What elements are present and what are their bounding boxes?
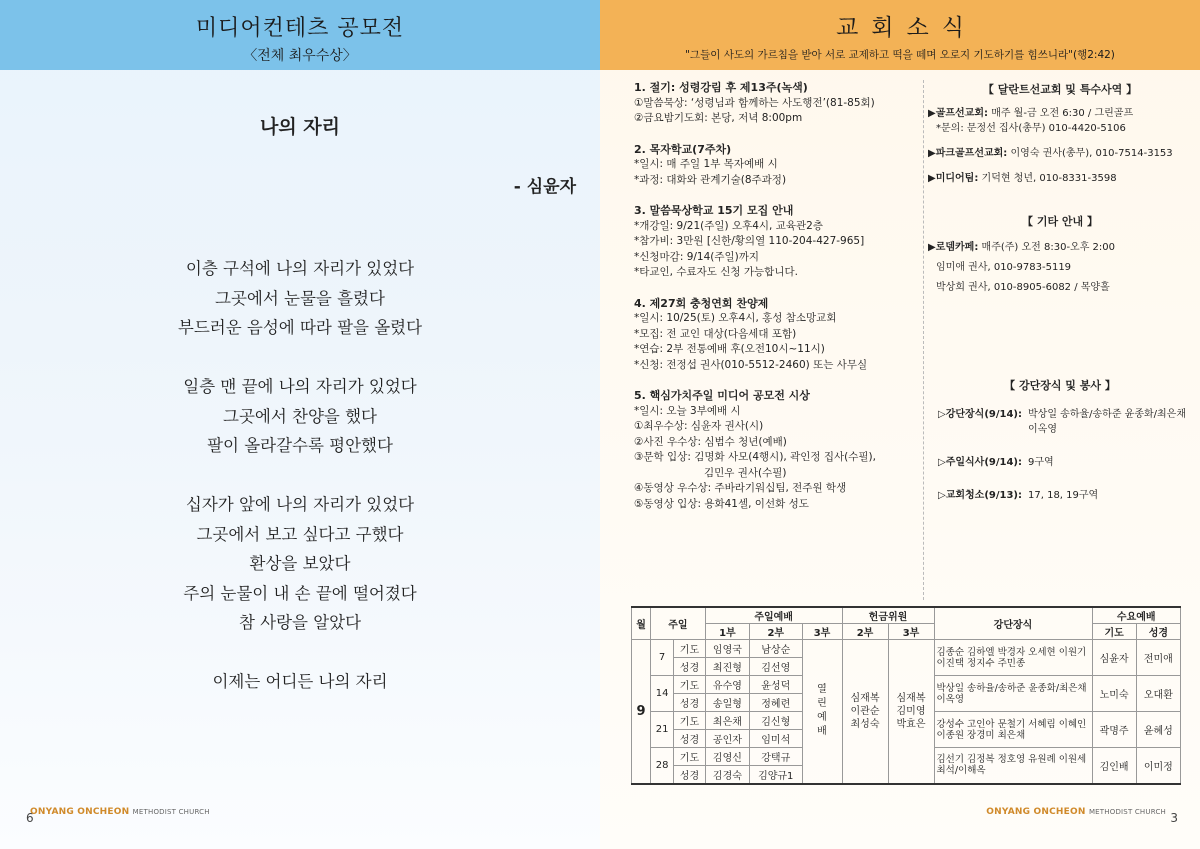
news-line: *일시: 10/25(토) 오후4시, 홍성 참소망교회: [634, 312, 837, 324]
altar-decoration: [928, 407, 1192, 437]
page-number: 6: [26, 811, 34, 825]
th-o2: 2부: [842, 624, 888, 640]
news-line: ④동영상 우수상: 주바라기워십팀, 전주원 학생: [634, 482, 847, 494]
wed-pray: 곽명주: [1092, 712, 1136, 748]
right-page: [600, 0, 1200, 849]
table-row: [632, 640, 1181, 658]
poem-line: 그곳에서 보고 싶다고 구했다: [196, 524, 404, 544]
service3-text: 열린예배: [817, 684, 827, 738]
news-line: ⑤동영상 입상: 용화41셀, 이선화 성도: [634, 497, 809, 510]
th-sunday: 주일예배: [705, 607, 842, 624]
role-cell: 성경: [674, 694, 706, 712]
news-line: *타교인, 수료자도 신청 가능합니다.: [634, 266, 798, 278]
news-line: 김민우 권사(수필): [704, 466, 787, 479]
news-line: ②금요밤기도회: 본당, 저녁 8:00pm: [634, 112, 803, 124]
wed-pray: 노미숙: [1092, 676, 1136, 712]
poem-title: 나의 자리: [259, 116, 341, 138]
news-item-title: 2. 목자학교(7주차): [634, 142, 732, 156]
contest-title: 미디어컨테츠 공모전: [195, 16, 405, 41]
th-3: 3부: [802, 624, 842, 640]
news-line: *일시: 오늘 3부예배 시: [634, 404, 741, 417]
value: 박상일 송하율/송하준 윤종화/최은채 이옥영: [1028, 409, 1186, 435]
poem-stanza: [0, 490, 600, 638]
th-pray: 기도: [1092, 624, 1136, 640]
label: ▷교회청소(9/13):: [938, 490, 1022, 501]
section-heading: 【 기타 안내 】: [1022, 215, 1098, 228]
value: 이영숙 권사(총무), 010-7514-3153: [1010, 148, 1173, 159]
poem-author: - 심윤자: [513, 177, 576, 197]
day-cell: 7: [651, 640, 674, 676]
news-line: *신청마감: 9/14(주일)까지: [634, 250, 760, 263]
role-cell: 기도: [674, 712, 706, 730]
poem-line: 이제는 어디든 나의 자리: [212, 672, 388, 691]
golf-ministry: [928, 106, 1192, 136]
th-2: 2부: [750, 624, 802, 640]
contact: 임미애 권사, 010-9783-5119: [936, 262, 1072, 273]
day-cell: 14: [651, 676, 674, 712]
poem-body: [0, 254, 600, 726]
label: ▶골프선교회:: [928, 108, 988, 119]
th-1: 1부: [705, 624, 749, 640]
value: 기덕현 청년, 010-8331-3598: [981, 173, 1117, 184]
news-line: *개강일: 9/21(주일) 오후4시, 교육관2층: [634, 219, 823, 232]
wed-read: 오대환: [1136, 676, 1180, 712]
contact: *문의: 문정선 집사(총무) 010-4420-5106: [936, 123, 1126, 134]
th-o3: 3부: [888, 624, 934, 640]
poem-line: 팔이 올라갈수록 평안했다: [207, 436, 393, 455]
news-line: ①최우수상: 심윤자 권사(시): [634, 420, 764, 432]
cell: 공인자: [705, 730, 749, 748]
poem-line: 그곳에서 눈물을 흘렸다: [215, 288, 385, 308]
wed-read: 윤혜성: [1136, 712, 1180, 748]
news-line: *신청: 전정섭 권사(010-5512-2460) 또는 사무실: [634, 358, 868, 371]
cafe-info: [928, 238, 1192, 298]
brand-name: ONYANG ONCHEON: [986, 807, 1086, 817]
news-line: *모집: 전 교인 대상(다음세대 포함): [634, 327, 797, 340]
news-line: *과정: 대화와 관계기술(8주과정): [634, 173, 787, 186]
day-cell: 21: [651, 712, 674, 748]
cell: 송일형: [705, 694, 749, 712]
poem-line: 환상을 보았다: [249, 554, 351, 573]
cell: 임영국: [705, 640, 749, 658]
cell: 김영신: [705, 748, 749, 766]
news-item-title: 5. 핵심가치주일 미디어 공모전 시상: [634, 389, 810, 402]
news-item-title: 3. 말씀묵상학교 15기 모집 안내: [634, 204, 794, 217]
label: ▷강단장식(9/14):: [938, 409, 1022, 420]
section-heading: 【 달란트선교회 및 특수사역 】: [982, 83, 1138, 96]
news-item: [634, 80, 924, 127]
poem-line: 일층 맨 끝에 나의 자리가 있었다: [183, 377, 417, 396]
role-cell: 성경: [674, 730, 706, 748]
brand-sub: METHODIST CHURCH: [1088, 808, 1166, 816]
poem-stanza: [0, 254, 600, 343]
role-cell: 성경: [674, 658, 706, 676]
media-team: [928, 171, 1192, 186]
altar-cell: 김종순 김하엘 박경자 오세현 이원기 이진택 정지수 주민종: [934, 640, 1092, 676]
church-cleaning: [928, 488, 1192, 503]
poem-line: 부드러운 음성에 따라 팔을 올렸다: [177, 318, 423, 337]
cell: 최진형: [705, 658, 749, 676]
altar-cell: 김선기 김정복 정호영 유원례 이원세 최석/이해옥: [934, 748, 1092, 784]
table-header-row: [632, 624, 1181, 640]
cell: 유수영: [705, 676, 749, 694]
cell: 김선영: [750, 658, 802, 676]
role-cell: 성경: [674, 766, 706, 784]
news-item-title: 1. 절기: 성령강림 후 제13주(녹색): [634, 81, 808, 94]
cell: 남상순: [750, 640, 802, 658]
cell: 김신형: [750, 712, 802, 730]
service3-cell: [802, 640, 842, 784]
column-divider: [923, 80, 924, 600]
section-heading: 【 강단장식 및 봉사 】: [1004, 379, 1116, 392]
sunday-meal: [928, 455, 1192, 470]
poem-line: 십자가 앞에 나의 자리가 있었다: [185, 495, 415, 514]
poem-line: 이층 구석에 나의 자리가 있었다: [185, 259, 415, 278]
news-item: [634, 388, 924, 512]
label: ▶미디어팀:: [928, 173, 979, 184]
cell: 임미석: [750, 730, 802, 748]
th-read: 성경: [1136, 624, 1180, 640]
value: 17, 18, 19구역: [1028, 490, 1099, 501]
poem-stanza: [0, 372, 600, 461]
page-number: 3: [1170, 811, 1178, 825]
table-header-row: [632, 607, 1181, 624]
church-logo-text: [30, 807, 210, 817]
th-altar: 강단장식: [934, 607, 1092, 640]
contact: 박상희 권사, 010-8905-6082 / 목양홀: [936, 282, 1110, 293]
label: ▶로뎀카페:: [928, 242, 979, 253]
news-item-title: 4. 제27회 충청연회 찬양제: [634, 296, 769, 310]
news-item: [634, 142, 924, 189]
news-list: [634, 80, 924, 527]
side-info: [928, 80, 1192, 521]
role-cell: 기도: [674, 676, 706, 694]
cell: 최은채: [705, 712, 749, 730]
award-subtitle: 〈전체 최우수상〉: [243, 48, 357, 64]
role-cell: 기도: [674, 748, 706, 766]
brand-sub: METHODIST CHURCH: [132, 808, 210, 816]
offer2-cell: 심재복 이관순 최성숙: [842, 640, 888, 784]
brand-name: ONYANG ONCHEON: [30, 807, 130, 817]
th-week: 주일: [651, 607, 706, 640]
news-line: *연습: 2부 전통예배 후(오전10시~11시): [634, 343, 825, 355]
parkgolf-ministry: [928, 146, 1192, 161]
altar-cell: 강성수 고인아 문철기 서혜림 이혜인 이종원 장경미 최은채: [934, 712, 1092, 748]
poem-line: 참 사랑을 알았다: [238, 613, 362, 632]
service-schedule-table: [631, 606, 1181, 785]
month-cell: 9: [632, 640, 651, 784]
cell: 강택규: [750, 748, 802, 766]
news-line: ③문학 입상: 김명화 사모(4행시), 곽인정 집사(수필),: [634, 451, 876, 463]
poem-line: 주의 눈물이 내 손 끝에 떨어졌다: [183, 583, 417, 603]
news-line: *참가비: 3만원 [신한/황의열 110-204-427-965]: [634, 235, 865, 247]
wed-read: 전미애: [1136, 640, 1180, 676]
cell: 윤성덕: [750, 676, 802, 694]
cell: 정혜련: [750, 694, 802, 712]
offer3-cell: 심재복 김미영 박효은: [888, 640, 934, 784]
th-wednesday: 수요예배: [1092, 607, 1181, 624]
news-item: [634, 203, 924, 281]
news-title: 교회소식: [836, 15, 977, 41]
label: ▶파크골프선교회:: [928, 148, 1008, 159]
church-logo-text: [986, 807, 1166, 817]
left-header: [0, 0, 600, 70]
value: 매주 월-금 오전 6:30 / 그린골프: [991, 108, 1134, 119]
wed-read: 이미정: [1136, 748, 1180, 784]
th-month: 월: [632, 607, 651, 640]
news-line: ①말씀묵상: ‘성령님과 함께하는 사도행전’(81-85회): [634, 96, 875, 109]
scripture-quote: "그들이 사도의 가르침을 받아 서로 교제하고 떡을 떼며 오로지 기도하기를 힘쓰니라"(행2:42): [685, 49, 1115, 61]
cell: 김양규1: [750, 766, 802, 784]
poem-stanza: [0, 667, 600, 697]
wed-pray: 김인배: [1092, 748, 1136, 784]
role-cell: 기도: [674, 640, 706, 658]
altar-cell: 박상일 송하율/송하준 윤종화/최은채 이옥영: [934, 676, 1092, 712]
value: 9구역: [1028, 457, 1054, 468]
value: 매주(주) 오전 8:30-오후 2:00: [981, 242, 1116, 253]
news-line: *일시: 매 주일 1부 목자예배 시: [634, 158, 778, 170]
cell: 김경숙: [705, 766, 749, 784]
day-cell: 28: [651, 748, 674, 784]
label: ▷주일식사(9/14):: [938, 457, 1022, 468]
wed-pray: 심윤자: [1092, 640, 1136, 676]
poem-line: 그곳에서 찬양을 했다: [223, 406, 377, 426]
news-line: ②사진 우수상: 심범수 청년(예배): [634, 435, 787, 448]
news-item: [634, 296, 924, 374]
th-offering: 헌금위원: [842, 607, 934, 624]
right-header: [600, 0, 1200, 70]
